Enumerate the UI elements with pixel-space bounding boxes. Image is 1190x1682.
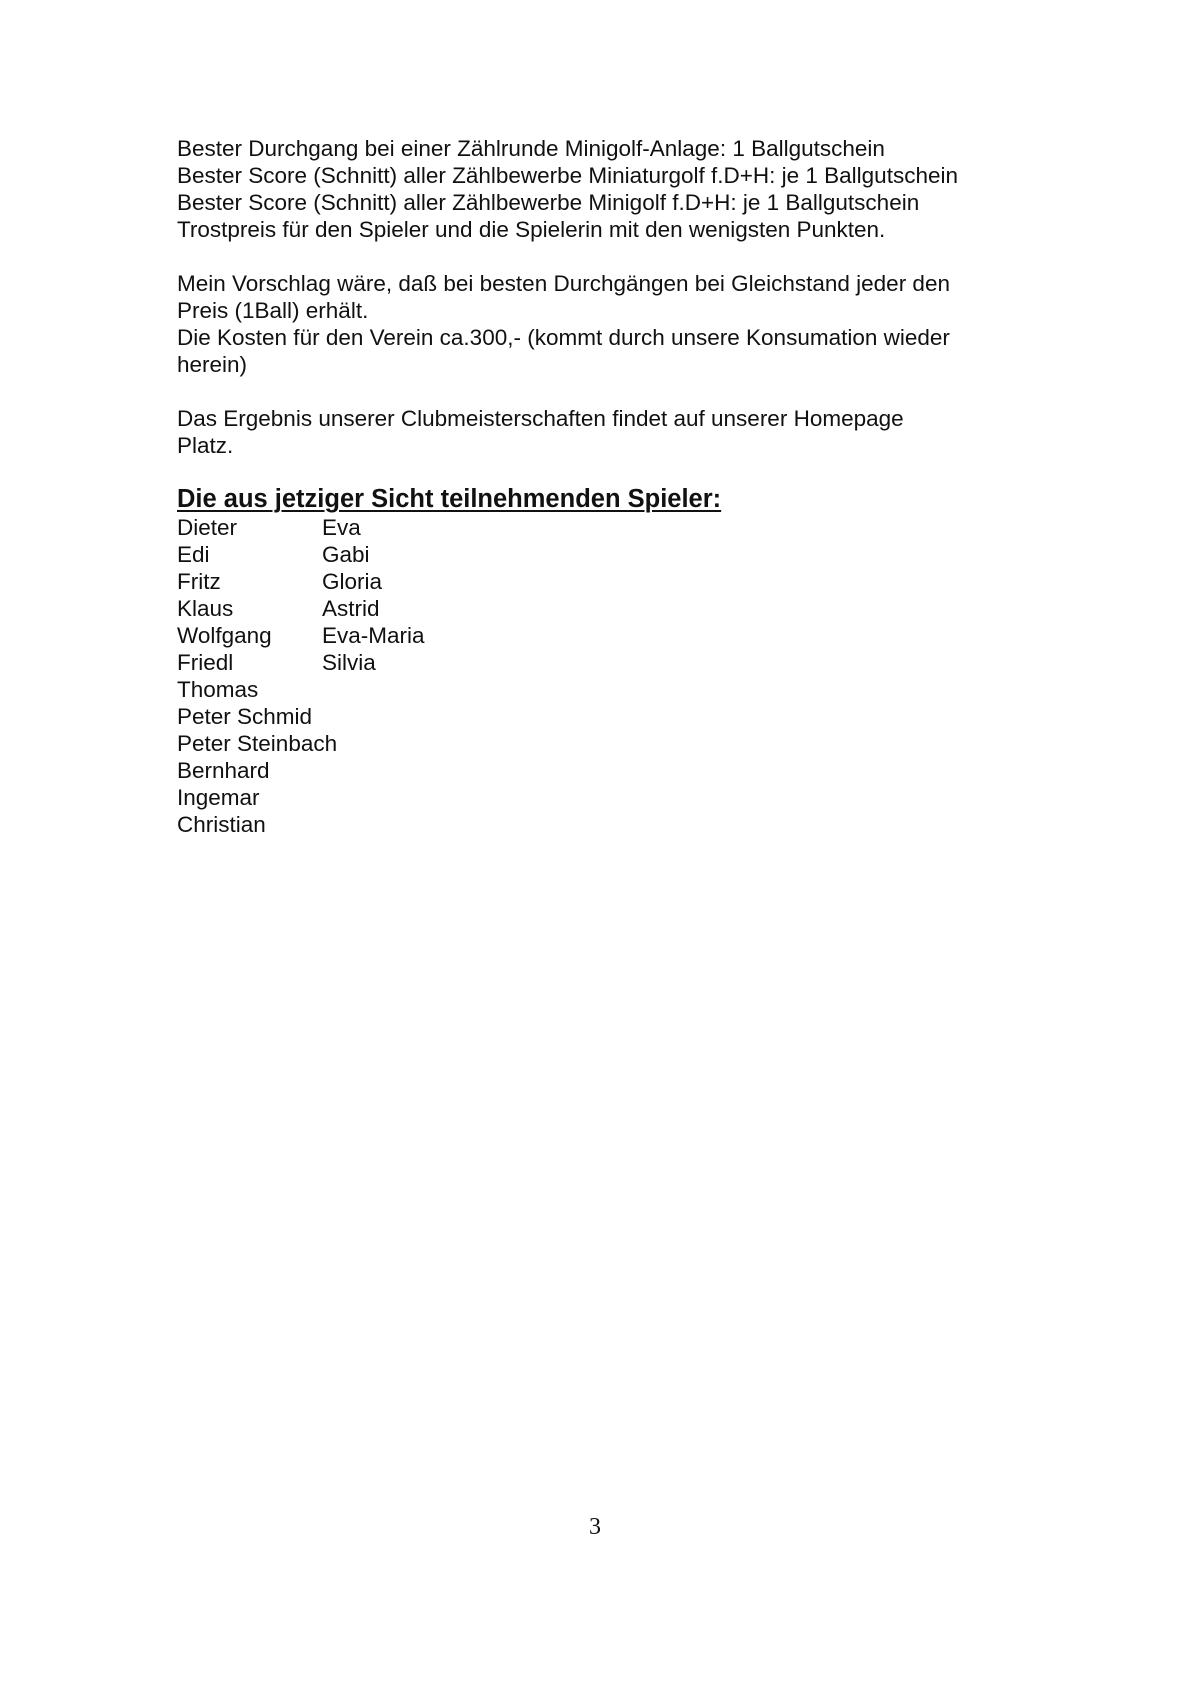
player-name-empty (322, 676, 1057, 703)
player-name-men: Dieter (177, 515, 238, 540)
page-content (177, 135, 1057, 838)
page-number: 3 (589, 1514, 601, 1540)
player-name-men: Edi (177, 542, 210, 567)
results-paragraph (177, 405, 1057, 459)
player-name-empty (322, 703, 1057, 730)
player-name-men: Klaus (177, 596, 234, 621)
player-name-men: Fritz (177, 569, 221, 594)
player-name-empty (322, 811, 1057, 838)
proposal-line: Mein Vorschlag wäre, daß bei besten Durchgängen bei Gleichstand jeder den (177, 271, 950, 296)
prize-line: Bester Durchgang bei einer Zählrunde Minigolf-Anlage: 1 Ballgutschein (177, 136, 885, 161)
proposal-line: Die Kosten für den Verein ca.300,- (kommt durch unsere Konsumation wieder (177, 325, 950, 350)
proposal-line: herein) (177, 352, 248, 377)
proposal-line: Preis (1Ball) erhält. (177, 298, 369, 323)
player-name-women: Eva-Maria (322, 623, 425, 648)
proposal-paragraph (177, 270, 1057, 378)
prize-line: Trostpreis für den Spieler und die Spielerin mit den wenigsten Punkten. (177, 217, 886, 242)
player-name-empty (322, 784, 1057, 811)
player-name-men: Wolfgang (177, 623, 272, 648)
player-name-men: Friedl (177, 650, 234, 675)
player-name-empty (322, 757, 1057, 784)
player-name-women: Silvia (322, 650, 376, 675)
prizes-paragraph (177, 135, 1057, 243)
player-name-women: Gabi (322, 542, 370, 567)
player-name-men: Christian (177, 812, 266, 837)
prize-line: Bester Score (Schnitt) aller Zählbewerbe Miniaturgolf f.D+H: je 1 Ballgutschein (177, 163, 958, 188)
prize-line: Bester Score (Schnitt) aller Zählbewerbe Minigolf f.D+H: je 1 Ballgutschein (177, 190, 920, 215)
players-heading: Die aus jetziger Sicht teilnehmenden Spieler: (177, 485, 722, 513)
players-list (177, 514, 1057, 838)
player-name-men: Bernhard (177, 758, 270, 783)
player-name-women: Astrid (322, 596, 380, 621)
player-name-empty (322, 730, 1057, 757)
player-name-men: Peter Steinbach (177, 731, 338, 756)
results-line: Platz. (177, 433, 234, 458)
player-name-women: Eva (322, 515, 361, 540)
player-name-men: Ingemar (177, 785, 260, 810)
player-name-men: Peter Schmid (177, 704, 313, 729)
player-name-men: Thomas (177, 677, 259, 702)
player-name-women: Gloria (322, 569, 383, 594)
results-line: Das Ergebnis unserer Clubmeisterschaften findet auf unserer Homepage (177, 406, 904, 431)
